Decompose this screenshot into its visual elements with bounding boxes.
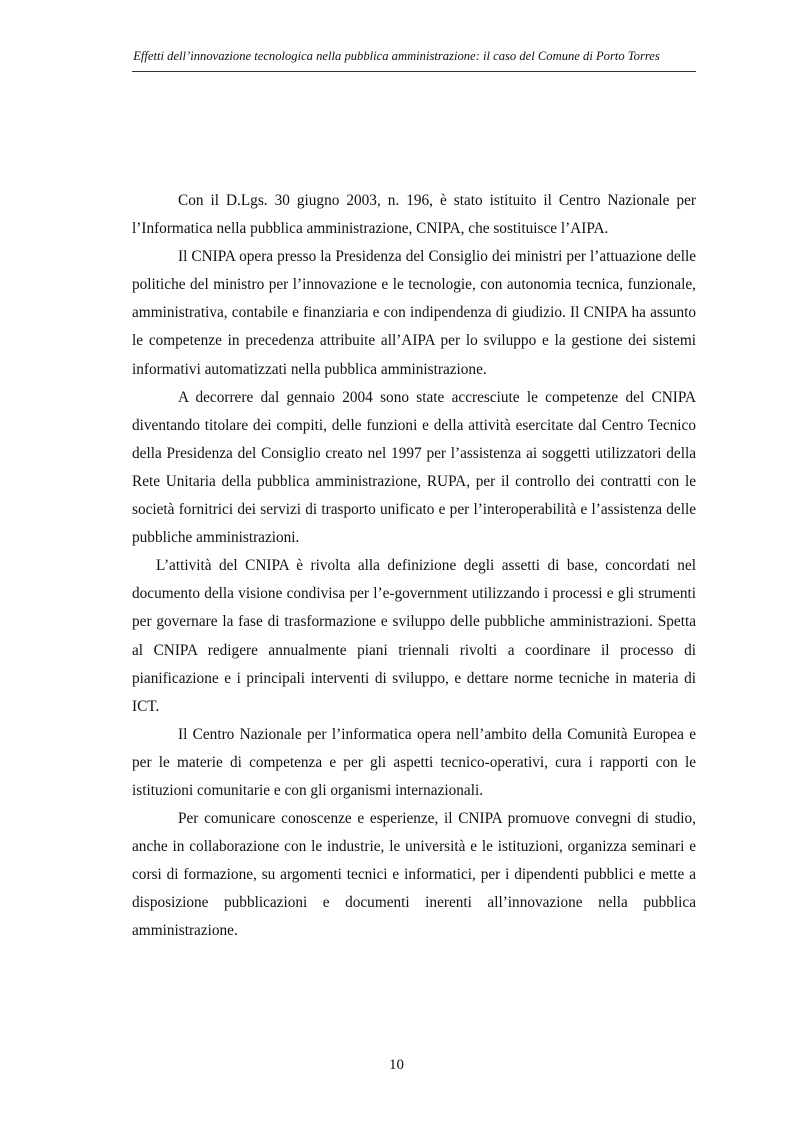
page-number: 10 <box>389 1057 404 1073</box>
header-divider <box>132 71 696 72</box>
paragraph-1: Con il D.Lgs. 30 giugno 2003, n. 196, è stato istituito il Centro Nazionale per l’Informatica nella pubblica amministrazione, CNIPA, che sostituisce l’AIPA. <box>132 192 696 238</box>
paragraph-5: Il Centro Nazionale per l’informatica opera nell’ambito della Comunità Europea e per le materie di competenza e per gli aspetti tecnico-operativi, cura i rapporti con le istituzioni comunitarie e con gli organismi internazionali. <box>132 725 696 799</box>
paragraph-6: Per comunicare conoscenze e esperienze, il CNIPA promuove convegni di studio, anche in collaborazione con le industrie, le università e le istituzioni, organizza seminari e corsi di formazione, su argomenti tecnici e informatici, per i dipendenti pubblici e mette a disposizione pubblicazioni e documenti inerenti all’innovazione nella pubblica amministrazione. <box>132 810 696 940</box>
paragraph-4: L’attività del CNIPA è rivolta alla definizione degli assetti di base, concordati nel documento della visione condivisa per l’e-government utilizzando i processi e gli strumenti per governare la fase di trasformazione e sviluppo delle pubbliche amministrazioni. Spetta al CNIPA redigere annualmente piani triennali rivolti a coordinare il processo di pianificazione e i principali interventi di sviluppo, e dettare norme tecniche in materia di ICT. <box>132 557 696 715</box>
paragraph-3: A decorrere dal gennaio 2004 sono state accresciute le competenze del CNIPA diventando titolare dei compiti, delle funzioni e della attività esercitate dal Centro Tecnico della Presidenza del Consiglio creato nel 1997 per l’assistenza ai soggetti utilizzatori della Rete Unitaria della pubblica amministrazione, RUPA, per il controllo dei contratti con le società fornitrici dei servizi di trasporto unificato e per l’interoperabilità e l’assistenza delle pubbliche amministrazioni. <box>132 388 696 547</box>
running-header: Effetti dell’innovazione tecnologica nella pubblica amministrazione: il caso del Comune di Porto Torres <box>133 49 660 63</box>
body-text <box>132 187 696 946</box>
paragraph-2: Il CNIPA opera presso la Presidenza del Consiglio dei ministri per l’attuazione delle politiche del ministro per l’innovazione e le tecnologie, con autonomia tecnica, funzionale, amministrativa, contabile e finanziaria e con indipendenza di giudizio. Il CNIPA ha assunto le competenze in precedenza attribuite all’AIPA per lo sviluppo e la gestione dei sistemi informativi automatizzati nella pubblica amministrazione. <box>132 248 696 378</box>
